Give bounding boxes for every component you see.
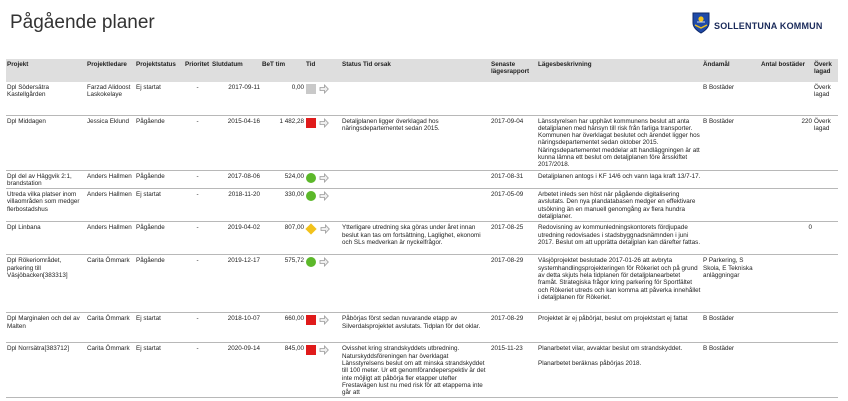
page-title: Pågående planer: [10, 12, 155, 33]
table-header-row: [6, 59, 838, 82]
cell-prioritet: -: [184, 82, 211, 115]
tid-indicator-yellow-diamond: [305, 224, 316, 235]
cell-senaste-lagesrapport: [490, 82, 537, 115]
trend-arrow-icon: [319, 315, 329, 327]
col-header-andamal[interactable]: Ändamål: [702, 59, 760, 82]
cell-prioritet: -: [184, 115, 211, 170]
cell-lagesbeskrivning: Redovisning av kommunledningskontorets fördjupade utredning redovisades i stadsbyggnadsnämnden i juni 2017. Beslut om att upprätta detaljplan kan därefter fattas.: [537, 222, 702, 255]
cell-projekt: Dpl Marginalen och del av Malten: [6, 313, 86, 343]
cell-bet-tim: 807,00: [261, 222, 305, 255]
col-header-tid[interactable]: Tid: [305, 59, 341, 82]
cell-lagesbeskrivning: Planarbetet vilar, avvaktar beslut om strandskyddet. Planarbetet beräknas påbörjas 2018.: [537, 343, 702, 398]
cell-projektstatus: Pågående: [135, 115, 184, 170]
cell-status-tid-orsak: Påbörjas först sedan nuvarande etapp av Silverdalsprojektet avslutats. Tidplan för det oklar.: [341, 313, 490, 343]
cell-senaste-lagesrapport: 2017-08-31: [490, 170, 537, 189]
col-header-projekt[interactable]: Projekt: [6, 59, 86, 82]
cell-projektstatus: Pågående: [135, 170, 184, 189]
cell-lagesbeskrivning: Detaljplanen antogs i KF 14/6 och vann laga kraft 13/7-17.: [537, 170, 702, 189]
cell-tid: [305, 222, 341, 255]
cell-status-tid-orsak: [341, 189, 490, 222]
cell-andamal: B Bostäder: [702, 115, 760, 170]
table-row[interactable]: [6, 255, 838, 313]
cell-antal-bostader: [760, 82, 813, 115]
cell-antal-bostader: 220: [760, 115, 813, 170]
cell-bet-tim: 524,00: [261, 170, 305, 189]
cell-projektstatus: Ej startat: [135, 189, 184, 222]
logo-text: SOLLENTUNA KOMMUN: [714, 20, 823, 31]
col-header-overklagad[interactable]: Överk lagad: [813, 59, 838, 82]
cell-andamal: P Parkering, S Skola, E Tekniska anläggningar: [702, 255, 760, 313]
cell-slutdatum: 2018-11-20: [211, 189, 261, 222]
col-header-antal-bostader[interactable]: Antal bostäder: [760, 59, 813, 82]
cell-tid: [305, 170, 341, 189]
cell-prioritet: -: [184, 222, 211, 255]
table-row[interactable]: [6, 343, 838, 398]
cell-antal-bostader: 0: [760, 222, 813, 255]
cell-antal-bostader: [760, 189, 813, 222]
sollentuna-logo: [692, 12, 823, 39]
cell-bet-tim: 330,00: [261, 189, 305, 222]
cell-status-tid-orsak: Ytterligare utredning ska göras under året innan beslut kan tas om fortsättning, Laglighet, ekonomi och SLs medverkan är nyckelfrågor.: [341, 222, 490, 255]
tid-indicator-red-square: [306, 118, 316, 128]
col-header-projektledare[interactable]: Projektledare: [86, 59, 135, 82]
cell-projektledare: Carita Ömmark: [86, 313, 135, 343]
cell-andamal: B Bostäder: [702, 82, 760, 115]
table-row[interactable]: [6, 222, 838, 255]
cell-andamal: [702, 170, 760, 189]
cell-projektledare: Carita Ömmark: [86, 343, 135, 398]
cell-prioritet: -: [184, 189, 211, 222]
cell-antal-bostader: [760, 255, 813, 313]
cell-tid: [305, 189, 341, 222]
table-row[interactable]: [6, 313, 838, 343]
cell-slutdatum: 2020-09-14: [211, 343, 261, 398]
cell-lagesbeskrivning: Väsjöprojektet beslutade 2017-01-26 att avbryta systemhandlingsprojekteringen för Rökeriet och på grund av detta skjuts hela tidplanen för detaljplanearbetet framåt. Strategiska frågor kring parkering för Sportfältet och Rökeriet utreds och kan komma att påverka innehållet i detaljplanen för Rökeriet.: [537, 255, 702, 313]
cell-andamal: B Bostäder: [702, 343, 760, 398]
cell-senaste-lagesrapport: 2017-05-09: [490, 189, 537, 222]
cell-bet-tim: 575,72: [261, 255, 305, 313]
col-header-slutdatum[interactable]: Slutdatum: [211, 59, 261, 82]
col-header-prioritet[interactable]: Prioritet: [184, 59, 211, 82]
cell-lagesbeskrivning: Länsstyrelsen har upphävt kommunens beslut att anta detaljplanen med hänsyn till risk från farliga transporter. Kommunen har överklagat beslutet och ärendet ligger hos näringsdepartementet sedan oktober 2015. Näringsdepartementet meddelar att handläggningen är att kunna lämna ett beslut om detaljplanen före årsskiftet 2017/2018.: [537, 115, 702, 170]
cell-projektledare: Farzad Alidoost Laskokelaye: [86, 82, 135, 115]
cell-projektstatus: Pågående: [135, 255, 184, 313]
cell-bet-tim: 845,00: [261, 343, 305, 398]
cell-bet-tim: 1 482,28: [261, 115, 305, 170]
cell-bet-tim: 0,00: [261, 82, 305, 115]
cell-andamal: [702, 222, 760, 255]
cell-projektledare: Carita Ömmark: [86, 255, 135, 313]
col-header-status-tid-orsak[interactable]: Status Tid orsak: [341, 59, 490, 82]
tid-indicator-green-circle: [306, 191, 316, 201]
cell-projektstatus: Pågående: [135, 222, 184, 255]
cell-status-tid-orsak: Ovisshet kring strandskyddets utbredning. Naturskyddsföreningen har överklagat Länsstyrelsens beslut om att minska strandskyddet till 100 meter. Ur ett genomförandeperspektiv är det inte möjligt att påbörja fler etapper utefter Frestavägen lust nu med risk för att etapperna inte går att: [341, 343, 490, 398]
cell-slutdatum: 2018-10-07: [211, 313, 261, 343]
cell-prioritet: -: [184, 313, 211, 343]
cell-lagesbeskrivning: Projektet är ej påbörjat, beslut om projektstart ej fattat: [537, 313, 702, 343]
cell-lagesbeskrivning: Arbetet inleds sen höst när pågående digitalisering avslutats. Den nya plandatabasen medger en effektivare utsökning än en manuell genomgång av flera hundra detaljplaner.: [537, 189, 702, 222]
cell-projekt: Dpl Linbana: [6, 222, 86, 255]
cell-overklagad: [813, 170, 838, 189]
cell-projekt: Dpl Middagen: [6, 115, 86, 170]
trend-arrow-icon: [319, 84, 329, 96]
cell-slutdatum: 2017-09-11: [211, 82, 261, 115]
col-header-senaste-lagesrapport[interactable]: Senaste lägesrapport: [490, 59, 537, 82]
tid-indicator-red-square: [306, 345, 316, 355]
cell-overklagad: [813, 255, 838, 313]
trend-arrow-icon: [319, 191, 329, 203]
cell-andamal: B Bostäder: [702, 313, 760, 343]
table-body: [6, 82, 838, 398]
trend-arrow-icon: [319, 345, 329, 357]
cell-projektledare: Jessica Eklund: [86, 115, 135, 170]
tid-indicator-gray-square: [306, 84, 316, 94]
cell-senaste-lagesrapport: 2015-11-23: [490, 343, 537, 398]
cell-overklagad: [813, 189, 838, 222]
cell-projekt: Dpl Södersätra Kastellgården: [6, 82, 86, 115]
cell-prioritet: -: [184, 170, 211, 189]
col-header-lagesbeskrivning[interactable]: Lägesbeskrivning: [537, 59, 702, 82]
cell-antal-bostader: [760, 170, 813, 189]
cell-status-tid-orsak: [341, 170, 490, 189]
col-header-projektstatus[interactable]: Projektstatus: [135, 59, 184, 82]
table-row[interactable]: [6, 170, 838, 189]
plans-table: [6, 59, 838, 398]
cell-projekt: Dpl Norrsätra[383712]: [6, 343, 86, 398]
tid-indicator-green-circle: [306, 257, 316, 267]
cell-tid: [305, 255, 341, 313]
cell-projektstatus: Ej startat: [135, 313, 184, 343]
cell-overklagad: [813, 343, 838, 398]
cell-projekt: Dpl del av Häggvik 2:1, brandstation: [6, 170, 86, 189]
cell-bet-tim: 660,00: [261, 313, 305, 343]
cell-status-tid-orsak: [341, 255, 490, 313]
col-header-bet-tim[interactable]: BeT tim: [261, 59, 305, 82]
cell-overklagad: Överk lagad: [813, 82, 838, 115]
cell-andamal: [702, 189, 760, 222]
cell-projektledare: Anders Hallmen: [86, 222, 135, 255]
cell-overklagad: [813, 222, 838, 255]
sollentuna-crest: [692, 12, 710, 39]
tid-indicator-red-square: [306, 315, 316, 325]
trend-arrow-icon: [319, 257, 329, 269]
cell-projektledare: Anders Hallmen: [86, 189, 135, 222]
tid-indicator-green-circle: [306, 173, 316, 183]
cell-projektledare: Anders Hallmen: [86, 170, 135, 189]
cell-senaste-lagesrapport: 2017-08-25: [490, 222, 537, 255]
trend-arrow-icon: [319, 173, 329, 185]
cell-senaste-lagesrapport: 2017-08-29: [490, 313, 537, 343]
table-row[interactable]: [6, 189, 838, 222]
cell-slutdatum: 2015-04-16: [211, 115, 261, 170]
trend-arrow-icon: [320, 224, 330, 236]
cell-senaste-lagesrapport: 2017-09-04: [490, 115, 537, 170]
cell-tid: [305, 115, 341, 170]
cell-prioritet: -: [184, 255, 211, 313]
cell-slutdatum: 2019-04-02: [211, 222, 261, 255]
cell-projektstatus: Ej startat: [135, 82, 184, 115]
cell-projektstatus: Ej startat: [135, 343, 184, 398]
cell-overklagad: [813, 313, 838, 343]
cell-senaste-lagesrapport: 2017-08-29: [490, 255, 537, 313]
cell-status-tid-orsak: [341, 82, 490, 115]
cell-status-tid-orsak: Detaljplanen ligger överklagad hos näringsdepartementet sedan 2015.: [341, 115, 490, 170]
cell-antal-bostader: [760, 343, 813, 398]
cell-slutdatum: 2019-12-17: [211, 255, 261, 313]
cell-lagesbeskrivning: [537, 82, 702, 115]
cell-slutdatum: 2017-08-06: [211, 170, 261, 189]
cell-tid: [305, 343, 341, 398]
cell-antal-bostader: [760, 313, 813, 343]
table-row[interactable]: [6, 115, 838, 170]
cell-tid: [305, 82, 341, 115]
trend-arrow-icon: [319, 118, 329, 130]
cell-projekt: Dpl Rökeriområdet, parkering till Väsjöbacken[383313]: [6, 255, 86, 313]
cell-tid: [305, 313, 341, 343]
cell-prioritet: -: [184, 343, 211, 398]
cell-projekt: Utreda vilka platser inom villaområden som medger flerbostadshus: [6, 189, 86, 222]
table-row[interactable]: [6, 82, 838, 115]
cell-overklagad: Överk lagad: [813, 115, 838, 170]
